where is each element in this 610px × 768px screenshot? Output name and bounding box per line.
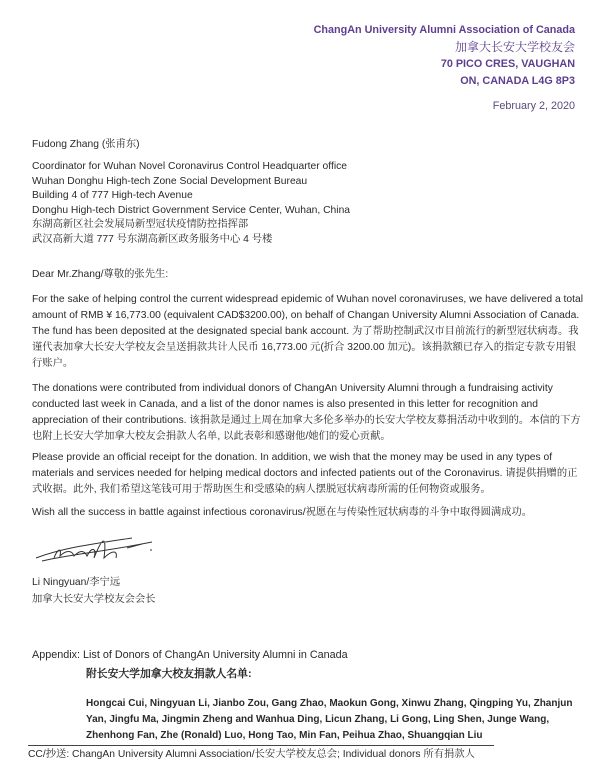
address-line: Coordinator for Wuhan Novel Coronavirus Control Headquarter office: [32, 161, 347, 172]
divider: [28, 745, 494, 746]
appendix-title-en: Appendix: List of Donors of ChangAn University Alumni in Canada: [32, 649, 348, 661]
letter-date: February 2, 2020: [492, 100, 575, 112]
address-line: Wuhan Donghu High-tech Zone Social Development Bureau: [32, 175, 308, 187]
address-line: 武汉高新大道 777 号东湖高新区政务服务中心 4 号楼: [32, 233, 273, 245]
address-line: Building 4 of 777 High-tech Avenue: [32, 190, 193, 201]
donor-list: Hongcai Cui, Ningyuan Li, Jianbo Zou, Gang Zhao, Maokun Gong, Xinwu Zhang, Qingping Yu, Zhanjun Yan, Jingfu Ma, Jingmin Zheng and Wanhua Ding, Licun Zhang, Li Gong, Ling Shen, Junge Wang, Zhenhong Fan, Zhe (Ronald) Luo, Hong Tao, Min Fan, Peihua Zhao, Shuangqian Liu: [86, 698, 573, 741]
letterhead: [314, 22, 575, 90]
address-line-1: 70 PICO CRES, VAUGHAN: [440, 58, 575, 70]
paragraph-1: For the sake of helping control the current widespread epidemic of Wuhan novel coronaviruses, we have delivered a total amount of RMB ¥ 16,773.00 (equivalent CAD$3200.00), on behalf of Changan University Alumni Association of Canada. The fund has been deposited at the designated special bank account. 为了帮助控制武汉市目前流行的新型冠状病毒。我谨代表加拿大长安大学校友会呈送捐款共计人民币 16,773.00 元(折合 3200.00 加元)。该捐款额已存入的指定专款专用银行账户。: [32, 294, 584, 369]
signatory-title: 加拿大长安大学校友会会长: [32, 593, 156, 605]
signatory: [32, 576, 587, 607]
org-name-en: ChangAn University Alumni Association of Canada: [313, 24, 575, 36]
org-name-zh: 加拿大长安大学校友会: [454, 40, 575, 54]
address-line: 东湖高新区社会发展局新型冠状疫情防控指挥部: [32, 219, 249, 230]
signatory-name: Li Ningyuan/李宁远: [32, 577, 121, 588]
paragraph-2: The donations were contributed from individual donors of ChangAn University Alumni through a fundraising activity conducted last week in Canada, and a list of the donor names is also presented in this letter for recognition and appreciation of their contributions. 该捐款是通过上周在加拿大多伦多举办的长安大学校友募捐活动中收到的。本信的下方也附上长安大学加拿大校友会捐款人名单, 以此表彰和感谢他/她们的爱心贡献。: [32, 383, 581, 442]
paragraph-3: Please provide an official receipt for the donation. In addition, we wish that the money may be used in any types of materials and services needed for helping medical doctors and infected patients out of the Coronavirus. 请提供捐赠的正式收据。此外, 我们希望这笔钱可用于帮助医生和受感染的病人摆脱冠状病毒所需的任何物资或服务。: [32, 452, 578, 495]
recipient-address: [32, 160, 587, 247]
cc-line: CC/抄送: ChangAn University Alumni Association/长安大学校友总会; Individual donors 所有捐款人: [28, 749, 475, 760]
address-line: Donghu High-tech District Government Service Center, Wuhan, China: [32, 204, 351, 216]
address-line-2: ON, CANADA L4G 8P3: [460, 75, 575, 87]
handwritten-signature: [32, 528, 162, 573]
salutation: Dear Mr.Zhang/尊敬的张先生:: [32, 269, 169, 280]
appendix-title-zh: 附长安大学加拿大校友捐款人名单:: [86, 668, 252, 680]
recipient-name: Fudong Zhang (张甫东): [32, 139, 140, 150]
paragraph-4: Wish all the success in battle against infectious coronavirus/祝愿在与传染性冠状病毒的斗争中取得圆满成功。: [32, 507, 533, 518]
